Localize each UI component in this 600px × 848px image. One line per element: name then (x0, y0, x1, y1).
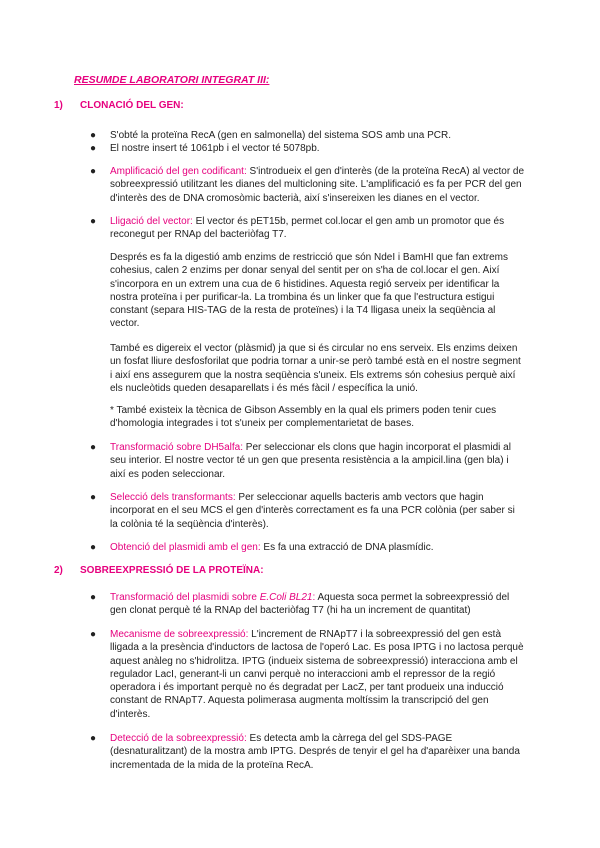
item-text: Es detecta amb la càrrega del gel SDS-PAGE (desnaturalitzant) de la mostra amb IPTG. Després de tenyir el gel ha d'aparèixer una banda incrementada de la mida de la proteïna RecA. (110, 733, 520, 771)
list-item (89, 591, 525, 618)
item-text: L'increment de RNApT7 i la sobreexpressió del gen està lligada a la presència d'inductors de lactosa de l'operó Lac. Es posa IPTG i no lactosa perquè aquest anàleg no s'hidrolitza. IPTG (indueix sistema de sobreexpressió) interacciona amb el regulador LacI, generant-li un canvi perquè no interaccioni amb el repressor de la regió operadora i és important perquè no és degradat per LacZ, per tant produeix una inducció constant de RNApT7. Aquesta polimerasa augmenta moltíssim la transcripció del gen d'interès. (110, 629, 524, 720)
item-label: Transformació sobre DH5alfa: (110, 442, 244, 453)
item-text: El vector és pET15b, permet col.locar el gen amb un promotor que és reconegut per RNAp del bacteriòfag T7. (110, 216, 505, 241)
bullet-icon: ● (89, 166, 97, 177)
bullet-icon: ● (89, 542, 97, 553)
list-item (89, 142, 525, 155)
item-label: Selecció dels transformants: (110, 492, 236, 503)
item-text: El nostre insert té 1061pb i el vector té 5078pb. (110, 143, 320, 154)
item-text: S'introdueix el gen d'interès (de la proteïna RecA) al vector de sobreexpressió utilitzant les dianes del multicloning site. L'amplificació es fa per PCR del gen d'interès des de DNA cromosòmic bacterià, així s'insereixen les dianes en el vector. (110, 166, 525, 204)
section-number: 1) (54, 100, 63, 111)
item-text: Per seleccionar els clons que hagin incorporat el plasmidi al seu interior. El nostre vector té un gen que presenta resistència a la ampicil.lina (gen bla) i així es poden seleccionar. (110, 442, 511, 480)
bullet-icon: ● (89, 492, 97, 503)
bullet-icon: ● (89, 442, 97, 453)
bullet-icon: ● (89, 130, 97, 141)
list-item (89, 541, 525, 554)
item-label: Mecanisme de sobreexpressió: (110, 629, 249, 640)
item-label: Transformació del plasmidi sobre (110, 592, 260, 603)
bullet-icon: ● (89, 629, 97, 640)
list-item (89, 441, 525, 481)
section-heading-cloning (54, 100, 184, 111)
item-text: Per seleccionar aquells bacteris amb vectors que hagin incorporat en el seu MCS el gen d'interès correctament es fa una PCR colònia (per saber si la colònia té la seqüència d'interès). (110, 492, 515, 530)
paragraph: També es digereix el vector (plàsmid) ja que si és circular no ens serveix. Els enzims deixen un fosfat lliure desfosforilat que podria tornar a unir-se però també està en el nostre segment i així ens assegurem que la nostra seqüència s'uneix. Els extrems són cohesius perquè així els nucleòtids queden desaparellats i és més fàcil / específica la unió. (110, 343, 521, 394)
list-item (89, 165, 525, 205)
list-item (89, 129, 525, 142)
item-label-end: : (312, 592, 316, 603)
list-item (89, 215, 525, 242)
list-item (89, 491, 525, 531)
item-label-italic: E.Coli BL21 (259, 592, 313, 603)
item-text: Es fa una extracció de DNA plasmídic. (260, 542, 434, 553)
section-title: CLONACIÓ DEL GEN: (80, 100, 184, 111)
list-item (89, 628, 525, 721)
item-text: S'obté la proteïna RecA (gen en salmonella) del sistema SOS amb una PCR. (110, 130, 451, 141)
paragraph: Després es fa la digestió amb enzims de restricció que són NdeI i BamHI que fan extrems cohesius, calen 2 enzims per donar senyal del sentit per on s'ha de col.locar el gen. Així s'incorpora en un extrem una cua de 6 histidines. Aquesta regió serveix per identificar la nostra proteïna i per purificar-la. La trombina és un linker que fa que l'estructura estigui constant (separa HIS-TAG de la resta de proteïnes) i la T4 lligasa uneix la seqüència al vector. (110, 252, 508, 330)
paragraph: * També existeix la tècnica de Gibson Assembly en la qual els primers poden tenir cues d'homologia integrades i tot s'uneix per complementarietat de bases. (110, 405, 497, 430)
item-label: Obtenció del plasmidi amb el gen: (110, 542, 261, 553)
section-heading-overexpression (54, 565, 264, 576)
section-title: SOBREEXPRESSIÓ DE LA PROTEÏNA: (80, 565, 264, 576)
item-label: Detecció de la sobreexpressió: (110, 733, 247, 744)
bullet-icon: ● (89, 592, 97, 603)
bullet-icon: ● (89, 733, 97, 744)
bullet-icon: ● (89, 143, 97, 154)
list-item (89, 732, 525, 772)
document-title: RESUMDE LABORATORI INTEGRAT III: (74, 74, 270, 86)
item-text: Aquesta soca permet la sobreexpressió del gen clonat perquè té la RNAp del bacteriòfag T7 (hi ha un increment de quantitat) (110, 592, 510, 617)
section-number: 2) (54, 565, 63, 576)
bullet-icon: ● (89, 216, 97, 227)
item-label: Amplificació del gen codificant: (110, 166, 247, 177)
item-label: Lligació del vector: (110, 216, 193, 227)
